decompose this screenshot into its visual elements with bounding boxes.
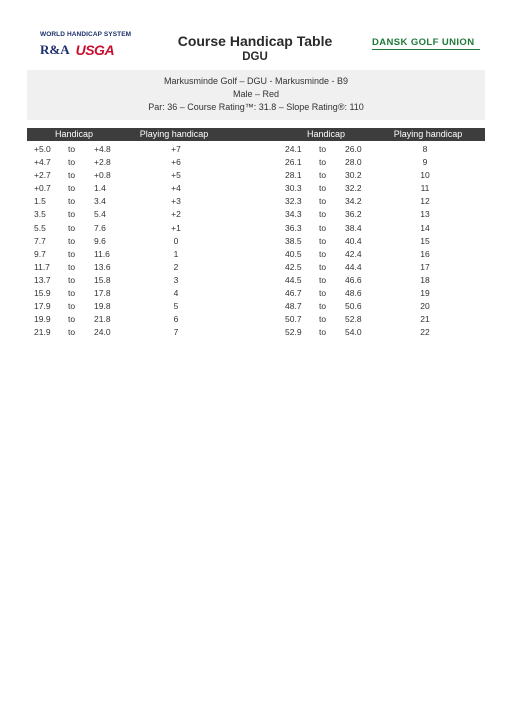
table-row	[0, 248, 511, 261]
handicap-to-right: 40.4	[345, 235, 362, 246]
to-label-right: to	[319, 327, 327, 338]
handicap-to-left: +0.8	[94, 170, 111, 181]
handicap-from-right: 40.5	[285, 248, 302, 259]
to-label-left: to	[68, 327, 76, 338]
column-header-playing-right: Playing handicap	[393, 129, 463, 139]
playing-handicap-left: 0	[173, 235, 179, 246]
to-label-left: to	[68, 301, 76, 312]
handicap-to-right: 44.4	[345, 261, 362, 272]
handicap-to-left: 17.8	[94, 288, 111, 299]
to-label-right: to	[319, 301, 327, 312]
handicap-from-left: 9.7	[34, 248, 46, 259]
usga-logo-text: USGA	[75, 42, 115, 58]
playing-handicap-left: 7	[173, 327, 179, 338]
playing-handicap-left: +7	[171, 144, 181, 154]
handicap-from-right: 26.1	[285, 157, 302, 168]
handicap-to-right: 50.6	[345, 301, 362, 312]
whs-logo	[40, 31, 132, 58]
handicap-to-right: 28.0	[345, 157, 362, 168]
whs-logo-text: WORLD HANDICAP SYSTEM	[40, 31, 132, 38]
page-subtitle: DGU	[242, 51, 268, 63]
handicap-from-left: +0.7	[34, 183, 51, 194]
randa-logo-text: R&A	[40, 42, 70, 57]
handicap-from-right: 48.7	[285, 301, 302, 312]
handicap-to-right: 52.8	[345, 314, 362, 325]
handicap-to-left: 13.6	[94, 261, 111, 272]
table-row	[0, 326, 511, 339]
handicap-to-right: 34.2	[345, 196, 362, 207]
to-label-right: to	[319, 183, 327, 194]
handicap-from-left: 13.7	[34, 274, 51, 285]
playing-handicap-right: 20	[420, 301, 430, 312]
handicap-from-right: 46.7	[285, 288, 302, 299]
table-row	[0, 235, 511, 248]
playing-handicap-right: 10	[420, 170, 430, 181]
table-row	[0, 274, 511, 287]
playing-handicap-right: 17	[420, 261, 430, 272]
to-label-left: to	[68, 144, 76, 154]
to-label-left: to	[68, 183, 76, 194]
handicap-to-left: 19.8	[94, 301, 111, 312]
to-label-right: to	[319, 144, 327, 154]
playing-handicap-right: 14	[420, 222, 430, 233]
handicap-from-right: 38.5	[285, 235, 302, 246]
dgu-logo-text: DANSK GOLF UNION	[372, 37, 475, 48]
playing-handicap-right: 8	[422, 144, 428, 154]
playing-handicap-right: 22	[420, 327, 430, 338]
playing-handicap-left: +2	[171, 209, 181, 220]
to-label-left: to	[68, 274, 76, 285]
to-label-left: to	[68, 314, 76, 325]
handicap-to-right: 54.0	[345, 327, 362, 338]
table-row	[0, 313, 511, 326]
playing-handicap-left: +1	[171, 222, 181, 233]
handicap-from-left: 3.5	[34, 209, 46, 220]
table-row	[0, 156, 511, 169]
playing-handicap-right: 9	[422, 157, 428, 168]
table-row	[0, 287, 511, 300]
handicap-from-right: 24.1	[285, 144, 302, 154]
handicap-to-right: 48.6	[345, 288, 362, 299]
handicap-from-left: +2.7	[34, 170, 51, 181]
to-label-left: to	[68, 248, 76, 259]
handicap-from-left: +4.7	[34, 157, 51, 168]
table-row	[0, 222, 511, 235]
gender-tee: Male – Red	[232, 89, 280, 99]
playing-handicap-right: 11	[420, 183, 430, 194]
playing-handicap-right: 12	[420, 196, 430, 207]
handicap-from-left: 7.7	[34, 235, 46, 246]
to-label-right: to	[319, 314, 327, 325]
handicap-to-right: 38.4	[345, 222, 362, 233]
to-label-right: to	[319, 235, 327, 246]
handicap-to-left: 24.0	[94, 327, 111, 338]
to-label-right: to	[319, 288, 327, 299]
playing-handicap-left: +5	[171, 170, 181, 181]
column-header-handicap-left: Handicap	[54, 129, 94, 139]
handicap-to-left: +2.8	[94, 157, 111, 168]
handicap-from-right: 30.3	[285, 183, 302, 194]
playing-handicap-left: 2	[173, 261, 179, 272]
handicap-from-left: 5.5	[34, 222, 46, 233]
table-row	[0, 261, 511, 274]
playing-handicap-left: 3	[173, 274, 179, 285]
playing-handicap-left: 1	[173, 248, 179, 259]
to-label-right: to	[319, 157, 327, 168]
dgu-logo-underline	[372, 49, 480, 50]
handicap-from-right: 28.1	[285, 170, 302, 181]
handicap-from-right: 50.7	[285, 314, 302, 325]
to-label-left: to	[68, 235, 76, 246]
handicap-to-right: 32.2	[345, 183, 362, 194]
to-label-right: to	[319, 222, 327, 233]
handicap-from-right: 42.5	[285, 261, 302, 272]
playing-handicap-right: 15	[420, 235, 430, 246]
playing-handicap-right: 19	[420, 288, 430, 299]
handicap-from-left: 19.9	[34, 314, 51, 325]
handicap-to-left: 15.8	[94, 274, 111, 285]
playing-handicap-left: +3	[171, 196, 181, 207]
to-label-left: to	[68, 261, 76, 272]
to-label-right: to	[319, 261, 327, 272]
handicap-to-left: 9.6	[94, 235, 106, 246]
playing-handicap-right: 16	[420, 248, 430, 259]
to-label-left: to	[68, 209, 76, 220]
handicap-to-left: +4.8	[94, 144, 111, 154]
handicap-from-left: 17.9	[34, 301, 51, 312]
handicap-from-right: 34.3	[285, 209, 302, 220]
to-label-right: to	[319, 274, 327, 285]
table-body	[0, 143, 511, 339]
to-label-right: to	[319, 209, 327, 220]
to-label-left: to	[68, 288, 76, 299]
column-header-handicap-right: Handicap	[306, 129, 346, 139]
table-row	[0, 195, 511, 208]
handicap-to-right: 36.2	[345, 209, 362, 220]
handicap-to-right: 42.4	[345, 248, 362, 259]
handicap-from-left: 11.7	[34, 261, 50, 272]
handicap-to-left: 3.4	[94, 196, 106, 207]
playing-handicap-right: 21	[420, 314, 430, 325]
column-header-playing-left: Playing handicap	[139, 129, 209, 139]
to-label-right: to	[319, 170, 327, 181]
handicap-from-right: 44.5	[285, 274, 302, 285]
handicap-to-left: 7.6	[94, 222, 106, 233]
table-row	[0, 169, 511, 182]
handicap-from-right: 52.9	[285, 327, 302, 338]
table-header	[27, 128, 485, 141]
handicap-to-left: 11.6	[94, 248, 110, 259]
playing-handicap-left: +4	[171, 183, 181, 194]
handicap-to-left: 5.4	[94, 209, 106, 220]
handicap-to-right: 30.2	[345, 170, 362, 181]
table-row	[0, 143, 511, 156]
course-ratings: Par: 36 – Course Rating™: 31.8 – Slope Rating®: 110	[148, 102, 364, 112]
table-row	[0, 182, 511, 195]
to-label-left: to	[68, 157, 76, 168]
handicap-from-right: 32.3	[285, 196, 302, 207]
table-row	[0, 300, 511, 313]
playing-handicap-left: +6	[171, 157, 181, 168]
handicap-from-right: 36.3	[285, 222, 302, 233]
to-label-left: to	[68, 170, 76, 181]
handicap-from-left: +5.0	[34, 144, 51, 154]
playing-handicap-left: 6	[173, 314, 179, 325]
page-title: Course Handicap Table	[177, 33, 333, 49]
dgu-logo	[372, 37, 480, 50]
playing-handicap-left: 5	[173, 301, 179, 312]
playing-handicap-right: 13	[420, 209, 430, 220]
handicap-to-left: 1.4	[94, 183, 106, 194]
playing-handicap-left: 4	[173, 288, 179, 299]
to-label-left: to	[68, 196, 76, 207]
playing-handicap-right: 18	[420, 274, 430, 285]
handicap-from-left: 1.5	[34, 196, 46, 207]
course-name: Markusminde Golf – DGU - Markusminde - B9	[163, 76, 349, 86]
course-info-box	[27, 70, 485, 120]
handicap-to-right: 26.0	[345, 144, 362, 154]
to-label-left: to	[68, 222, 76, 233]
handicap-from-left: 15.9	[34, 288, 51, 299]
to-label-right: to	[319, 196, 327, 207]
handicap-to-right: 46.6	[345, 274, 362, 285]
table-row	[0, 208, 511, 221]
handicap-to-left: 21.8	[94, 314, 111, 325]
handicap-from-left: 21.9	[34, 327, 51, 338]
to-label-right: to	[319, 248, 327, 259]
